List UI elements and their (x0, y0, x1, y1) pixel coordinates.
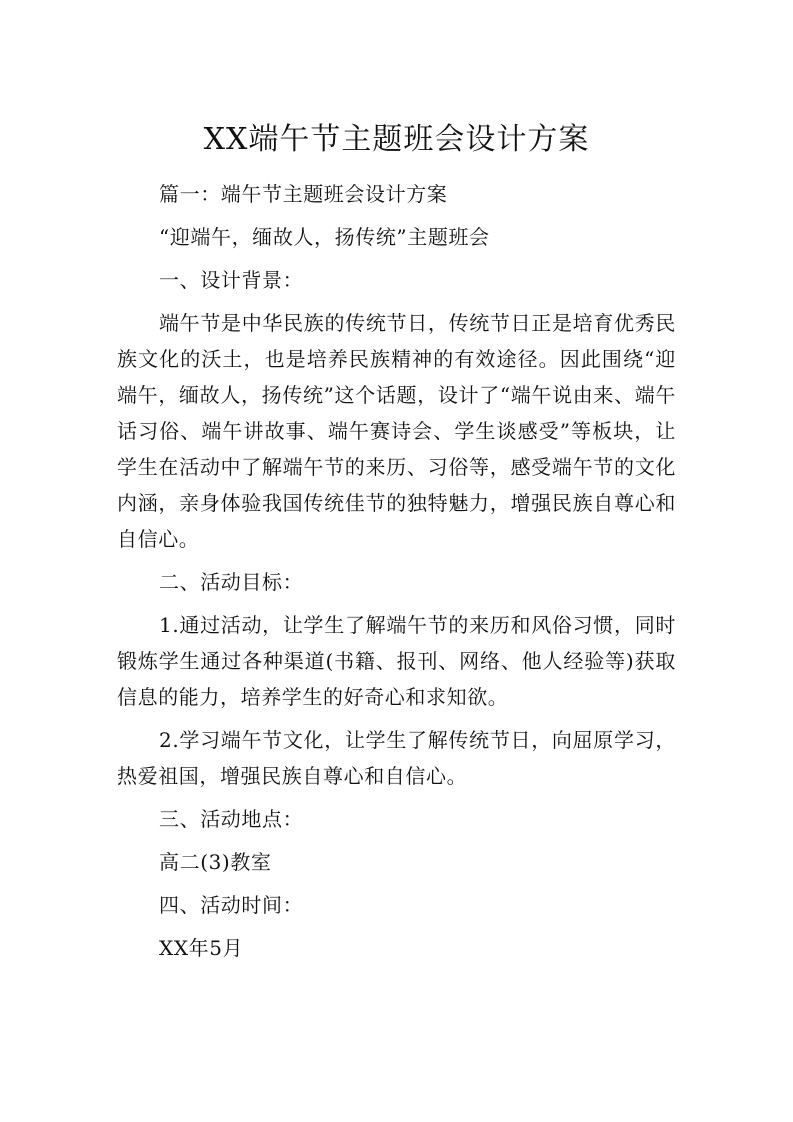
event-theme-line: “迎端午，缅故人，扬传统”主题班会 (159, 225, 490, 249)
section-heading-background: 一、设计背景： (159, 268, 304, 292)
background-paragraph: 端午节是中华民族的传统节日，传统节日正是培育优秀民族文化的沃土，也是培养民族精神的有效途径。因此围绕“迎端午，缅故人，扬传统”这个话题，设计了“端午说由来、端午话习俗、端午讲故事、端午赛诗会、学生谈感受”等板块，让学生在活动中了解端午节的来历、习俗等，感受端午节的文化内涵，亲身体验我国传统佳节的独特魅力，增强民族自尊心和自信心。 (117, 311, 676, 551)
document-title: XX端午节主题班会设计方案 (203, 122, 590, 157)
section-heading-time: 四、活动时间： (159, 893, 304, 917)
goal-item-1: 1.通过活动，让学生了解端午节的来历和风俗习惯，同时锻炼学生通过各种渠道(书籍、报刊、网络、他人经验等)获取信息的能力，培养学生的好奇心和求知欲。 (117, 613, 676, 709)
time-value: XX年5月 (159, 936, 244, 960)
location-value: 高二(3)教室 (159, 850, 272, 874)
goal-item-2: 2.学习端午节文化，让学生了解传统节日，向屈原学习，热爱祖国，增强民族自尊心和自信心。 (117, 728, 676, 788)
section-heading-goals: 二、活动目标： (159, 570, 304, 594)
section-heading-location: 三、活动地点： (159, 807, 304, 831)
section-heading-part1: 篇一：端午节主题班会设计方案 (159, 182, 448, 206)
